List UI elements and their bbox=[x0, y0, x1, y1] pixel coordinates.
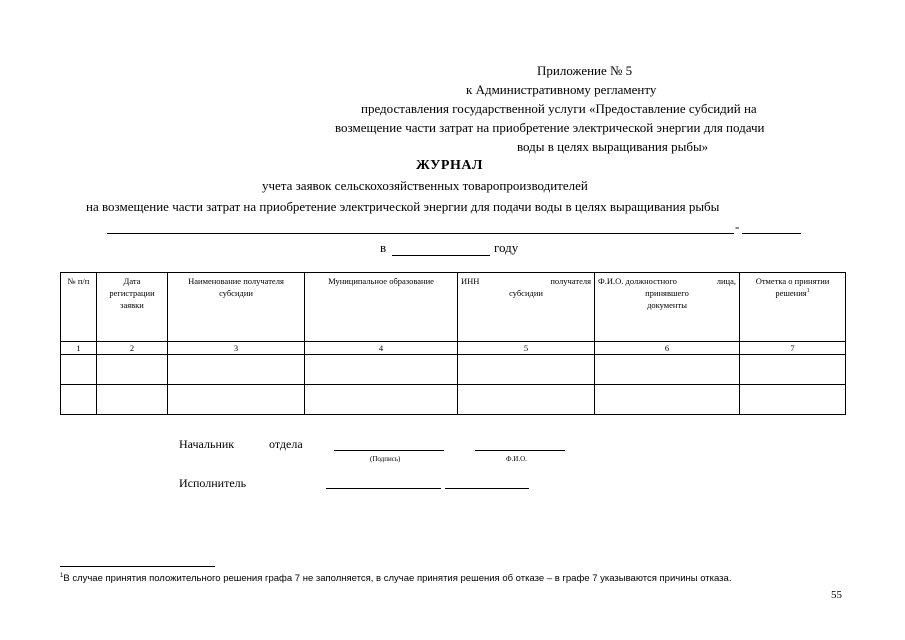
head-label: Начальник bbox=[179, 437, 235, 451]
table-cell bbox=[595, 355, 740, 385]
table-number-row bbox=[61, 342, 846, 355]
table-cell bbox=[61, 385, 97, 415]
header-official-name bbox=[595, 273, 740, 342]
name-caption: Ф.И.О. bbox=[506, 455, 527, 463]
appendix-number: Приложение № 5 bbox=[537, 63, 633, 78]
column-number: 4 bbox=[305, 342, 458, 355]
table-cell bbox=[97, 385, 168, 415]
journal-subtitle-line1: учета заявок сельскохозяйственных товаропроизводителей bbox=[262, 178, 588, 193]
table-header-row bbox=[61, 273, 846, 342]
column-number: 5 bbox=[458, 342, 595, 355]
footnote bbox=[60, 573, 731, 584]
header-registration-date: Дата регистрации заявки bbox=[97, 273, 168, 342]
header-decision-mark bbox=[740, 273, 846, 342]
header-recipient-name: Наименование получателя субсидии bbox=[168, 273, 305, 342]
department-label: отдела bbox=[269, 437, 303, 451]
table-cell bbox=[595, 385, 740, 415]
executor-label: Исполнитель bbox=[179, 476, 247, 490]
journal-table bbox=[60, 272, 846, 415]
page-number: 55 bbox=[831, 589, 842, 601]
head-signature-line bbox=[334, 450, 444, 451]
table-cell bbox=[458, 385, 595, 415]
table-cell bbox=[168, 385, 305, 415]
table-cell bbox=[458, 355, 595, 385]
table-cell bbox=[61, 355, 97, 385]
table-row bbox=[61, 355, 846, 385]
appendix-service-line3: воды в целях выращивания рыбы» bbox=[517, 139, 709, 154]
footnote-separator bbox=[60, 566, 215, 567]
header-decision-text: Отметка о принятии решения bbox=[755, 276, 830, 298]
head-name-line bbox=[475, 450, 565, 451]
table-row bbox=[61, 385, 846, 415]
header-row-number: № п/п bbox=[61, 273, 97, 342]
table-cell bbox=[97, 355, 168, 385]
table-cell bbox=[168, 355, 305, 385]
journal-subtitle-line2: на возмещение части затрат на приобретение электрической энергии для подачи воды в целях выращивания рыбы bbox=[86, 199, 720, 214]
footnote-text: В случае принятия положительного решения графа 7 не заполняется, в случае принятия решения об отказе – в графе 7 указываются причины отказа. bbox=[63, 573, 732, 584]
journal-title: ЖУРНАЛ bbox=[416, 158, 483, 173]
column-number: 7 bbox=[740, 342, 846, 355]
header-fio-documents: документы bbox=[647, 300, 687, 310]
organization-blank-line bbox=[107, 233, 734, 234]
header-inn bbox=[458, 273, 595, 342]
header-footnote-mark: 1 bbox=[806, 288, 810, 295]
appendix-reference: к Административному регламенту bbox=[466, 82, 657, 97]
table-cell bbox=[740, 355, 846, 385]
header-inn-subsidy: субсидии bbox=[509, 288, 543, 298]
signature-caption: (Подпись) bbox=[370, 455, 401, 463]
appendix-service-line2: возмещение части затрат на приобретение электрической энергии для подачи bbox=[335, 120, 765, 135]
header-fio-label: Ф.И.О. должностного bbox=[598, 276, 677, 286]
column-number: 1 bbox=[61, 342, 97, 355]
footnote-mark: 1 bbox=[60, 572, 64, 579]
executor-signature-line bbox=[326, 488, 441, 489]
executor-name-line bbox=[445, 488, 529, 489]
column-number: 2 bbox=[97, 342, 168, 355]
header-inn-label: ИНН bbox=[461, 276, 480, 286]
year-prefix: в bbox=[380, 240, 387, 255]
appendix-service-line1: предоставления государственной услуги «Предоставление субсидий на bbox=[361, 101, 757, 116]
organization-blank-line-tail bbox=[742, 233, 801, 234]
column-number: 3 bbox=[168, 342, 305, 355]
table-cell bbox=[305, 355, 458, 385]
table-cell bbox=[305, 385, 458, 415]
table-cell bbox=[740, 385, 846, 415]
year-suffix: году bbox=[494, 240, 519, 255]
organization-blank-separator: - bbox=[735, 219, 740, 234]
year-blank-line bbox=[392, 255, 490, 256]
header-inn-recipient: получателя bbox=[550, 276, 591, 286]
column-number: 6 bbox=[595, 342, 740, 355]
header-municipality: Муниципальное образование bbox=[305, 273, 458, 342]
header-fio-person: лица, bbox=[716, 276, 736, 286]
header-fio-accepted: принявшего bbox=[645, 288, 689, 298]
